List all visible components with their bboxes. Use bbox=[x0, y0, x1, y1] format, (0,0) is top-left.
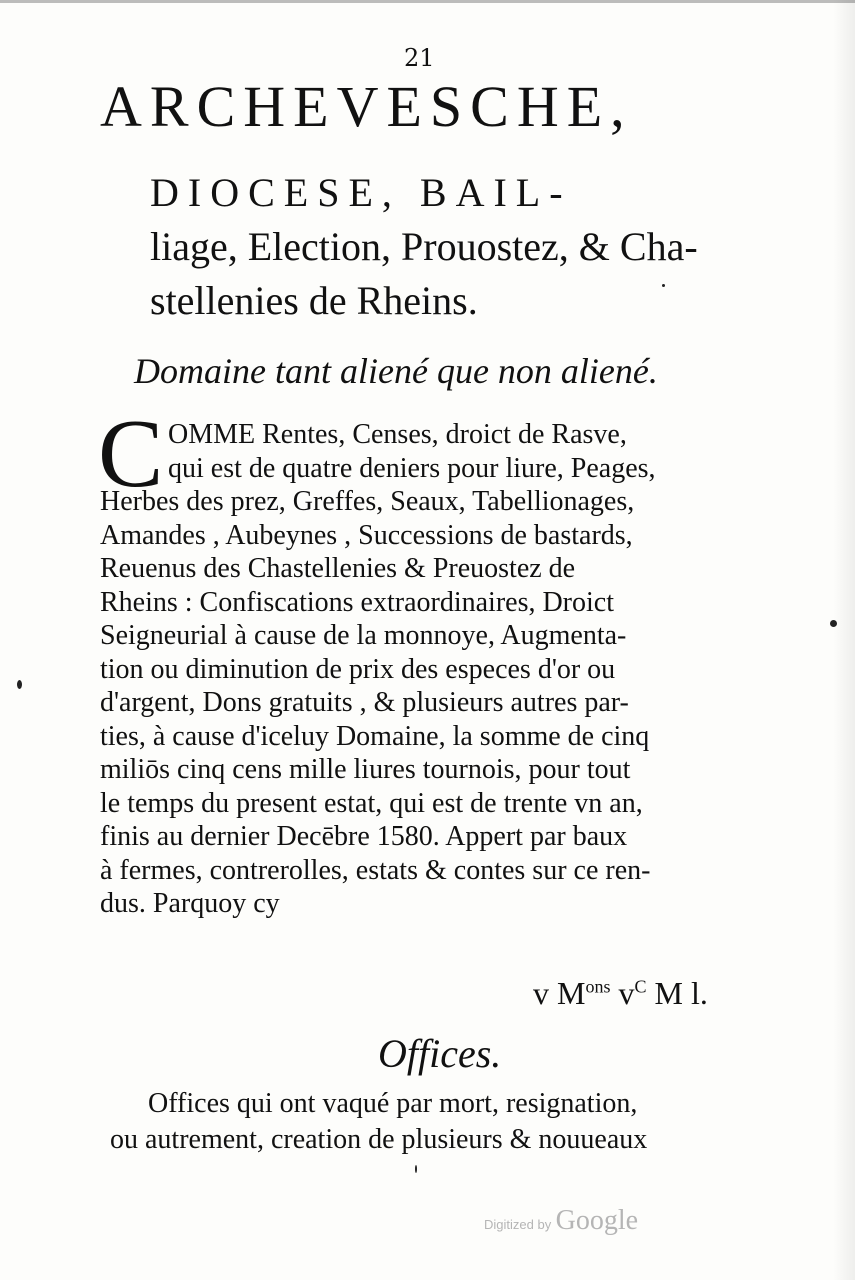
subtitle-line: stellenies de Rheins. bbox=[150, 278, 478, 323]
top-edge-residue bbox=[0, 0, 855, 18]
paragraph-line: Reuenus des Chastellenies & Preuostez de bbox=[100, 553, 576, 584]
paragraph-line: OMME Rentes, Censes, droict de Rasve, bbox=[168, 419, 627, 450]
ink-speck bbox=[17, 680, 22, 689]
paragraph-line: le temps du present estat, qui est de trente vn an, bbox=[100, 787, 643, 819]
paragraph-line: ties, à cause d'iceluy Domaine, la somme de cinq bbox=[100, 720, 650, 752]
ink-speck bbox=[662, 284, 665, 287]
page-subtitle bbox=[150, 166, 760, 328]
page-edge-shadow bbox=[833, 0, 855, 1280]
subtitle-line: DIOCESE, BAIL- bbox=[150, 170, 572, 215]
amount-part: v bbox=[610, 975, 635, 1011]
offices-paragraph bbox=[110, 1086, 775, 1158]
page-number: 21 bbox=[404, 44, 435, 72]
watermark-prefix: Digitized by bbox=[484, 1217, 552, 1232]
paragraph-line: Offices qui ont vaqué par mort, resignation, bbox=[148, 1088, 638, 1119]
paragraph-line: tion ou diminution de prix des especes d'or ou bbox=[100, 653, 616, 685]
paragraph-line: Rheins : Confiscations extraordinaires, Droict bbox=[100, 586, 614, 618]
paragraph-line: à fermes, contrerolles, estats & contes sur ce ren- bbox=[100, 854, 651, 886]
section-heading-domaine: Domaine tant aliené que non aliené. bbox=[134, 351, 658, 391]
google-watermark bbox=[484, 1205, 638, 1237]
paragraph-line: miliōs cinq cens mille liures tournois, pour tout bbox=[100, 754, 631, 785]
paragraph-line: d'argent, Dons gratuits , & plusieurs autres par- bbox=[100, 687, 629, 718]
page-title: ARCHEVESCHE, bbox=[100, 74, 633, 139]
paragraph-line: Seigneurial à cause de la monnoye, Augmenta- bbox=[100, 620, 627, 651]
amount-superscript: ons bbox=[585, 976, 611, 997]
ink-speck bbox=[830, 620, 837, 627]
drop-cap-letter: C bbox=[98, 400, 164, 508]
domaine-paragraph bbox=[100, 418, 765, 921]
paragraph-line: dus. Parquoy cy bbox=[100, 888, 280, 919]
amount-part: M l. bbox=[646, 975, 708, 1011]
amount-part: v M bbox=[533, 975, 586, 1011]
ink-speck bbox=[415, 1165, 417, 1173]
amount-superscript: C bbox=[634, 976, 647, 997]
section-heading-offices: Offices. bbox=[378, 1031, 502, 1076]
paragraph-line: Amandes , Aubeynes , Successions de bastards, bbox=[100, 519, 633, 551]
paragraph-line: qui est de quatre deniers pour liure, Peages, bbox=[168, 452, 656, 484]
paragraph-line: Herbes des prez, Greffes, Seaux, Tabellionages, bbox=[100, 486, 635, 517]
paragraph-line: ou autrement, creation de plusieurs & nouueaux bbox=[110, 1124, 648, 1155]
google-logo: Google bbox=[555, 1205, 639, 1236]
sum-amount bbox=[533, 975, 708, 1012]
paragraph-line: finis au dernier Decēbre 1580. Appert par baux bbox=[100, 821, 628, 852]
subtitle-line: liage, Election, Prouostez, & Cha- bbox=[150, 224, 698, 269]
